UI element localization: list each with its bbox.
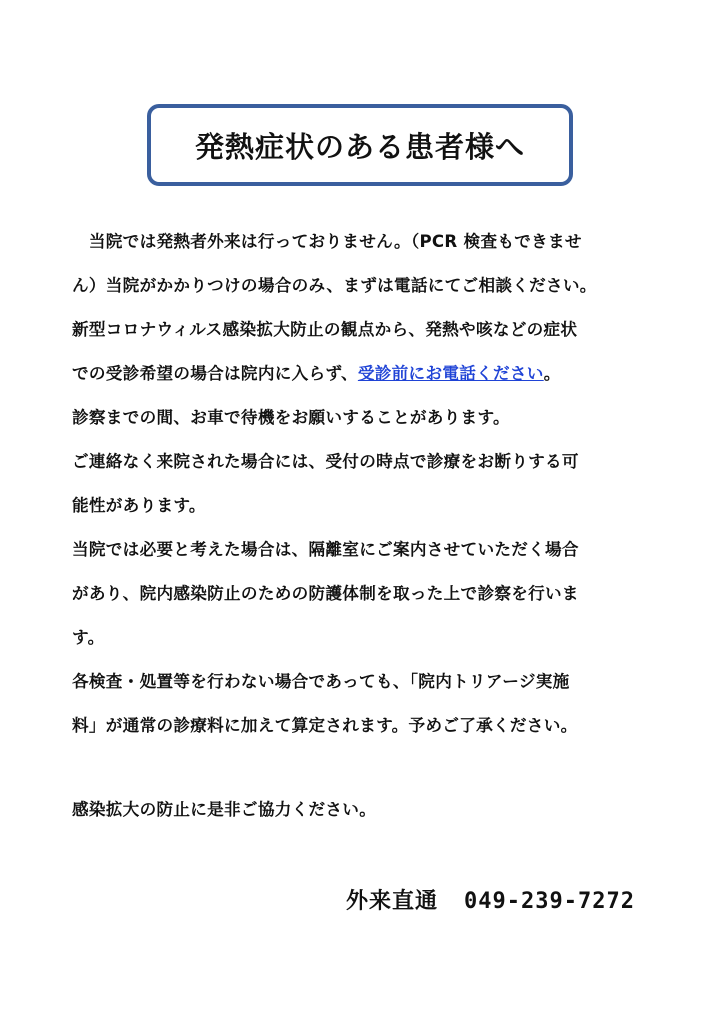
page-title: 発熱症状のある患者様へ [194, 129, 525, 164]
body-line-4 [72, 364, 561, 384]
body-line-11: 各検査・処置等を行わない場合であっても、「院内トリアージ実施 [72, 672, 570, 691]
phone-number: 049-239-7272 [464, 889, 635, 914]
direct-line [346, 884, 635, 915]
body-line-10: す。 [72, 628, 105, 647]
body-line-1: 当院では発熱者外来は行っておりません。（PCR 検査もできませ [72, 232, 582, 251]
body-line-6: ご連絡なく来院された場合には、受付の時点で診療をお断りする可 [72, 452, 579, 471]
body-line-5: 診察までの間、お車で待機をお願いすることがあります。 [72, 408, 510, 427]
body-line-9: があり、院内感染防止のための防護体制を取った上で診察を行いま [72, 584, 579, 603]
closing-request: 感染拡大の防止に是非ご協力ください。 [72, 800, 377, 819]
body-line-2: ん）当院がかかりつけの場合のみ、まずは電話にてご相談ください。 [72, 276, 597, 295]
title-box [147, 104, 573, 186]
body-line-4-end: 。 [543, 364, 561, 383]
call-before-visit-link[interactable]: 受診前にお電話ください [357, 364, 544, 383]
body-line-8: 当院では必要と考えた場合は、隔離室にご案内させていただく場合 [72, 540, 579, 559]
body-line-7: 能性があります。 [72, 496, 206, 515]
body-line-4-text: での受診希望の場合は院内に入らず、 [72, 364, 358, 383]
body-line-12: 料」が通常の診療料に加えて算定されます。予めご了承ください。 [72, 716, 578, 735]
body-line-3: 新型コロナウィルス感染拡大防止の観点から、発熱や咳などの症状 [72, 320, 578, 339]
direct-line-label: 外来直通 [346, 889, 439, 914]
